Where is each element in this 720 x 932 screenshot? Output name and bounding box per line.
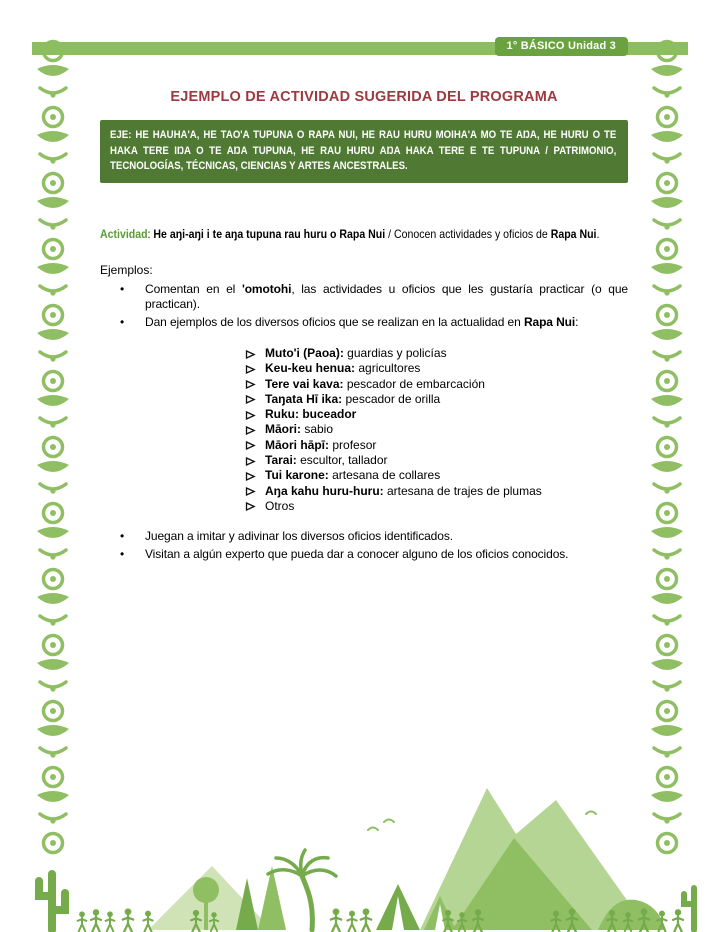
- activity-desc-bold: Rapa Nui: [550, 226, 597, 241]
- occupation-term: Keu-keu henua:: [265, 361, 356, 376]
- list-item: [120, 529, 628, 545]
- arrow-bullet-icon: [245, 407, 265, 422]
- bullet-text-pre: Comentan en el: [145, 281, 242, 296]
- eje-statement-box: [100, 120, 628, 183]
- list-item: [120, 282, 628, 313]
- occupation-item: [245, 438, 628, 453]
- occupation-text: [265, 392, 440, 407]
- occupation-item: [245, 453, 628, 468]
- occupation-term: Tarai:: [265, 453, 297, 468]
- occupation-text: [265, 438, 376, 453]
- occupation-desc: artesana de collares: [328, 468, 441, 483]
- bullet-text-bold: 'omotohi: [241, 281, 292, 296]
- bullet-icon: •: [120, 529, 125, 544]
- arrow-bullet-icon: [245, 377, 265, 392]
- occupation-text: [265, 484, 542, 499]
- occupation-term: Ruku: buceador: [265, 407, 357, 422]
- occupation-text: [265, 468, 440, 483]
- occupation-item: [245, 468, 628, 483]
- bullet-text-post: , las actividades u oficios que les gustaría practicar (o que practican).: [145, 281, 628, 311]
- occupation-text: [265, 361, 420, 376]
- bullet-text: [145, 282, 628, 313]
- occupation-term: Māori hāpī:: [265, 437, 330, 452]
- occupation-item: [245, 392, 628, 407]
- bullet-text-post: :: [575, 314, 579, 329]
- activity-label: Actividad: [100, 226, 148, 241]
- arrow-bullet-icon: [245, 468, 265, 483]
- occupation-term: Tere vai kava:: [265, 376, 344, 391]
- arrow-bullet-icon: [245, 422, 265, 437]
- occupation-desc: Otros: [265, 498, 295, 513]
- arrow-bullet-icon: [245, 453, 265, 468]
- occupation-desc: sabio: [301, 422, 334, 437]
- occupation-item: [245, 422, 628, 437]
- cactus-right-icon: [684, 888, 694, 930]
- bullet-icon: •: [120, 546, 125, 561]
- occupation-desc: artesana de trajes de plumas: [383, 483, 542, 498]
- examples-bullet-list: [100, 282, 628, 331]
- closing-bullet-list: [100, 529, 628, 562]
- occupation-text: [265, 407, 356, 422]
- activity-period: .: [596, 226, 600, 241]
- occupation-item: [245, 346, 628, 361]
- bullet-text: Visitan a algún experto que pueda dar a conocer alguno de los oficios conocidos.: [145, 546, 569, 561]
- occupation-text: [265, 377, 485, 392]
- occupation-desc: escultor, tallador: [296, 453, 388, 468]
- occupation-term: Māori:: [265, 422, 301, 437]
- activity-name-rapanui: He aŋi-aŋi i te aŋa tupuna rau huru o Rapa Nui: [153, 226, 386, 241]
- activity-colon: :: [147, 226, 154, 241]
- occupation-desc: guardias y policías: [343, 346, 447, 360]
- occupation-text: [265, 346, 447, 361]
- arrow-bullet-icon: [245, 392, 265, 407]
- bullet-icon: •: [120, 281, 125, 296]
- arrow-bullet-icon: [245, 438, 265, 453]
- arrow-bullet-icon: [245, 499, 265, 514]
- occupation-desc: agricultores: [355, 361, 421, 376]
- bullet-text: [145, 315, 628, 331]
- arrow-bullet-icon: [245, 346, 265, 361]
- occupation-text: [265, 499, 294, 514]
- occupation-term: Aŋa kahu huru-huru:: [265, 483, 384, 498]
- occupation-text: [265, 422, 333, 437]
- page-title: EJEMPLO DE ACTIVIDAD SUGERIDA DEL PROGRAMA: [170, 89, 558, 105]
- activity-separator: /: [385, 226, 394, 241]
- occupation-term: Tui karone:: [265, 468, 329, 483]
- occupation-item: [245, 407, 628, 422]
- occupation-item: [245, 377, 628, 392]
- unit-badge: 1° BÁSICO Unidad 3: [495, 37, 628, 56]
- list-item: [120, 315, 628, 331]
- right-ornament-border: [644, 36, 690, 856]
- left-ornament-border: [30, 36, 76, 856]
- occupation-term: Taŋata Hī ika:: [265, 391, 343, 406]
- bullet-text-bold: Rapa Nui: [523, 314, 576, 329]
- arrow-bullet-icon: [245, 361, 265, 376]
- occupation-desc: pescador de orilla: [342, 391, 441, 406]
- arrow-bullet-icon: [245, 484, 265, 499]
- bullet-icon: •: [120, 314, 125, 329]
- occupation-item: [245, 484, 628, 499]
- occupation-item: [245, 361, 628, 376]
- eje-statement-text: EJE: HE HAUHA'A, HE TAO'A TUPUNA O RAPA NUI, HE RAU HURU MOIHA'A MO TE AŊA, HE HURU O TE HAKA TERE IŊA O TE AŊA TUPUNA, HE RAU HURU AŊA HAKA TERE E TE TUPUNA / PATRIMONIO, TECNOLOGÍAS, TÉCNICAS, CIENCIAS Y ARTES ANCESTRALES.: [110, 129, 617, 172]
- occupation-desc: profesor: [329, 437, 377, 452]
- occupations-list: [245, 346, 628, 514]
- list-item: [120, 547, 628, 563]
- activity-line: [100, 226, 600, 241]
- examples-label: Ejemplos:: [100, 262, 153, 277]
- footer-landscape-illustration: [0, 772, 720, 932]
- occupation-item: [245, 499, 628, 514]
- occupation-desc: pescador de embarcación: [343, 376, 485, 391]
- activity-desc: Conocen actividades y oficios de: [393, 226, 551, 241]
- bullet-text-pre: Dan ejemplos de los diversos oficios que se realizan en la actualidad en: [145, 314, 524, 329]
- cactus-left-icon: [39, 874, 65, 930]
- bullet-text: Juegan a imitar y adivinar los diversos oficios identificados.: [145, 529, 453, 544]
- content-area: [100, 0, 628, 562]
- occupation-term: Muto'i (Paoa):: [265, 346, 344, 360]
- occupation-text: [265, 453, 388, 468]
